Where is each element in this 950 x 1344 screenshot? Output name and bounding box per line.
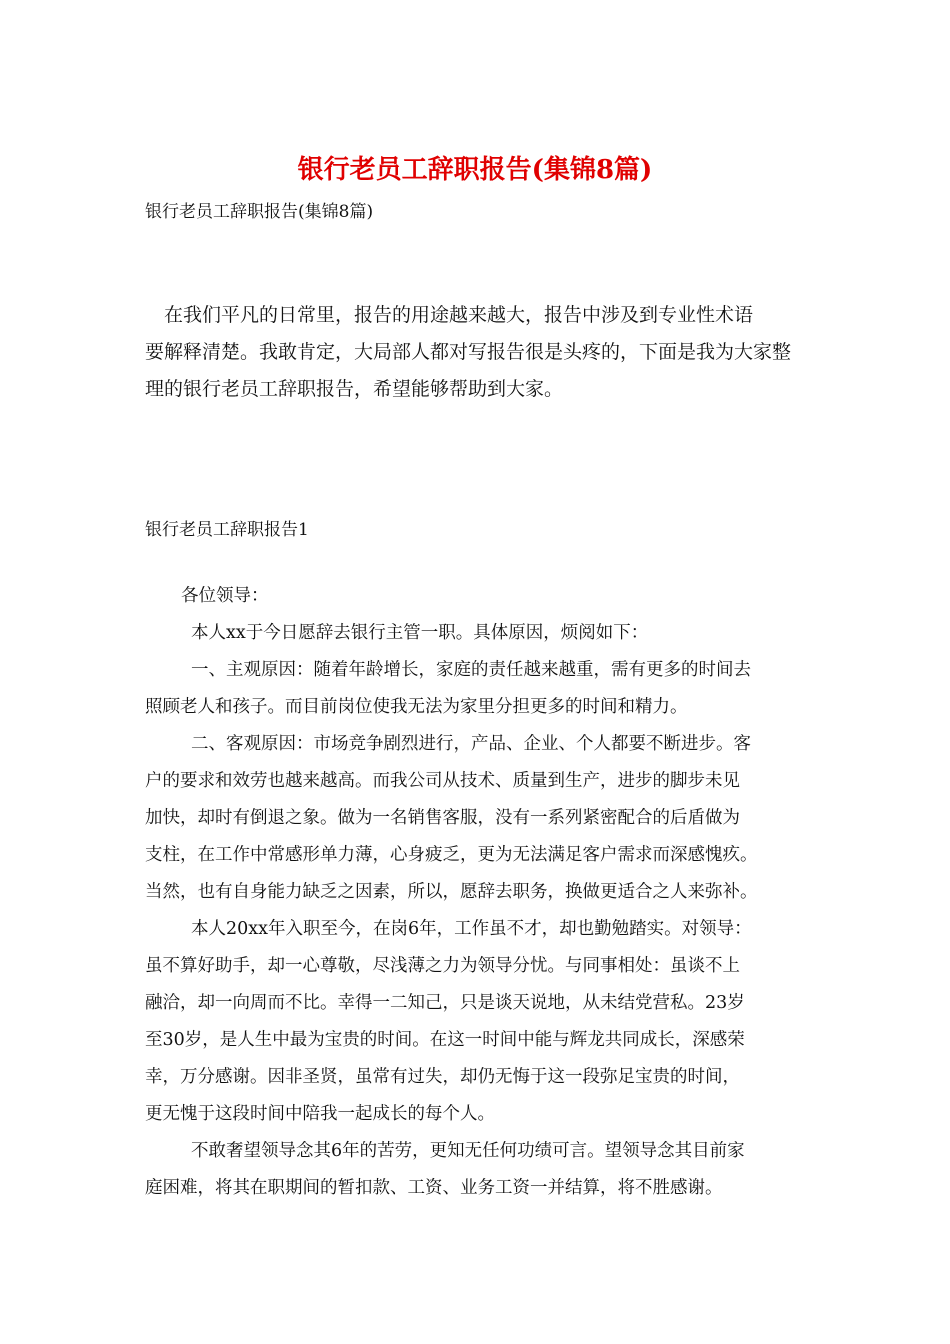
paragraph-line: 一、主观原因：随着年龄增长，家庭的责任越来越重，需有更多的时间去 <box>191 660 751 680</box>
paragraph-4 <box>145 911 807 1133</box>
intro-line: 要解释清楚。我敢肯定，大局部人都对写报告很是头疼的，下面是我为大家整 <box>145 341 792 363</box>
intro-line: 在我们平凡的日常里，报告的用途越来越大，报告中涉及到专业性术语 <box>145 304 754 326</box>
paragraph-line: 加快，却时有倒退之象。做为一名销售客服，没有一系列紧密配合的后盾做为 <box>145 808 740 828</box>
paragraph-line: 更无愧于这段时间中陪我一起成长的每个人。 <box>145 1104 495 1124</box>
paragraph-line: 融洽，却一向周而不比。幸得一二知己，只是谈天说地，从未结党营私。23岁 <box>145 993 745 1013</box>
paragraph-line: 虽不算好助手，却一心尊敬，尽浅薄之力为领导分忧。与同事相处：虽谈不上 <box>145 956 740 976</box>
paragraph-1: 本人xx于今日愿辞去银行主管一职。具体原因，烦阅如下： <box>191 623 649 643</box>
letter-body <box>145 578 807 1207</box>
paragraph-line: 庭困难，将其在职期间的暂扣款、工资、业务工资一并结算，将不胜感谢。 <box>145 1178 723 1198</box>
document-subtitle: 银行老员工辞职报告(集锦8篇) <box>145 202 374 222</box>
paragraph-line: 支柱，在工作中常感形单力薄，心身疲乏，更为无法满足客户需求而深感愧疚。 <box>145 845 758 865</box>
paragraph-line: 照顾老人和孩子。而目前岗位使我无法为家里分担更多的时间和精力。 <box>145 697 688 717</box>
paragraph-2 <box>145 652 807 726</box>
paragraph-line: 二、客观原因：市场竞争剧烈进行，产品、企业、个人都要不断进步。客 <box>191 734 751 754</box>
paragraph-line: 本人20xx年入职至今，在岗6年，工作虽不才，却也勤勉踏实。对领导： <box>191 919 752 939</box>
paragraph-line: 至30岁，是人生中最为宝贵的时间。在这一时间中能与辉龙共同成长，深感荣 <box>145 1030 745 1050</box>
paragraph-line: 户的要求和效劳也越来越高。而我公司从技术、质量到生产，进步的脚步未见 <box>145 771 740 791</box>
paragraph-3 <box>145 726 807 911</box>
intro-paragraph <box>145 297 805 408</box>
paragraph-line: 幸，万分感谢。因非圣贤，虽常有过失，却仍无悔于这一段弥足宝贵的时间， <box>145 1067 740 1087</box>
section-title: 银行老员工辞职报告1 <box>145 520 309 540</box>
document-title: 银行老员工辞职报告(集锦8篇) <box>297 155 653 185</box>
paragraph-line: 不敢奢望领导念其6年的苦劳，更知无任何功绩可言。望领导念其目前家 <box>191 1141 745 1161</box>
paragraph-line: 当然，也有自身能力缺乏之因素，所以，愿辞去职务，换做更适合之人来弥补。 <box>145 882 758 902</box>
salutation: 各位领导： <box>181 586 269 606</box>
intro-line: 理的银行老员工辞职报告，希望能够帮助到大家。 <box>145 378 564 400</box>
paragraph-5 <box>145 1133 807 1207</box>
